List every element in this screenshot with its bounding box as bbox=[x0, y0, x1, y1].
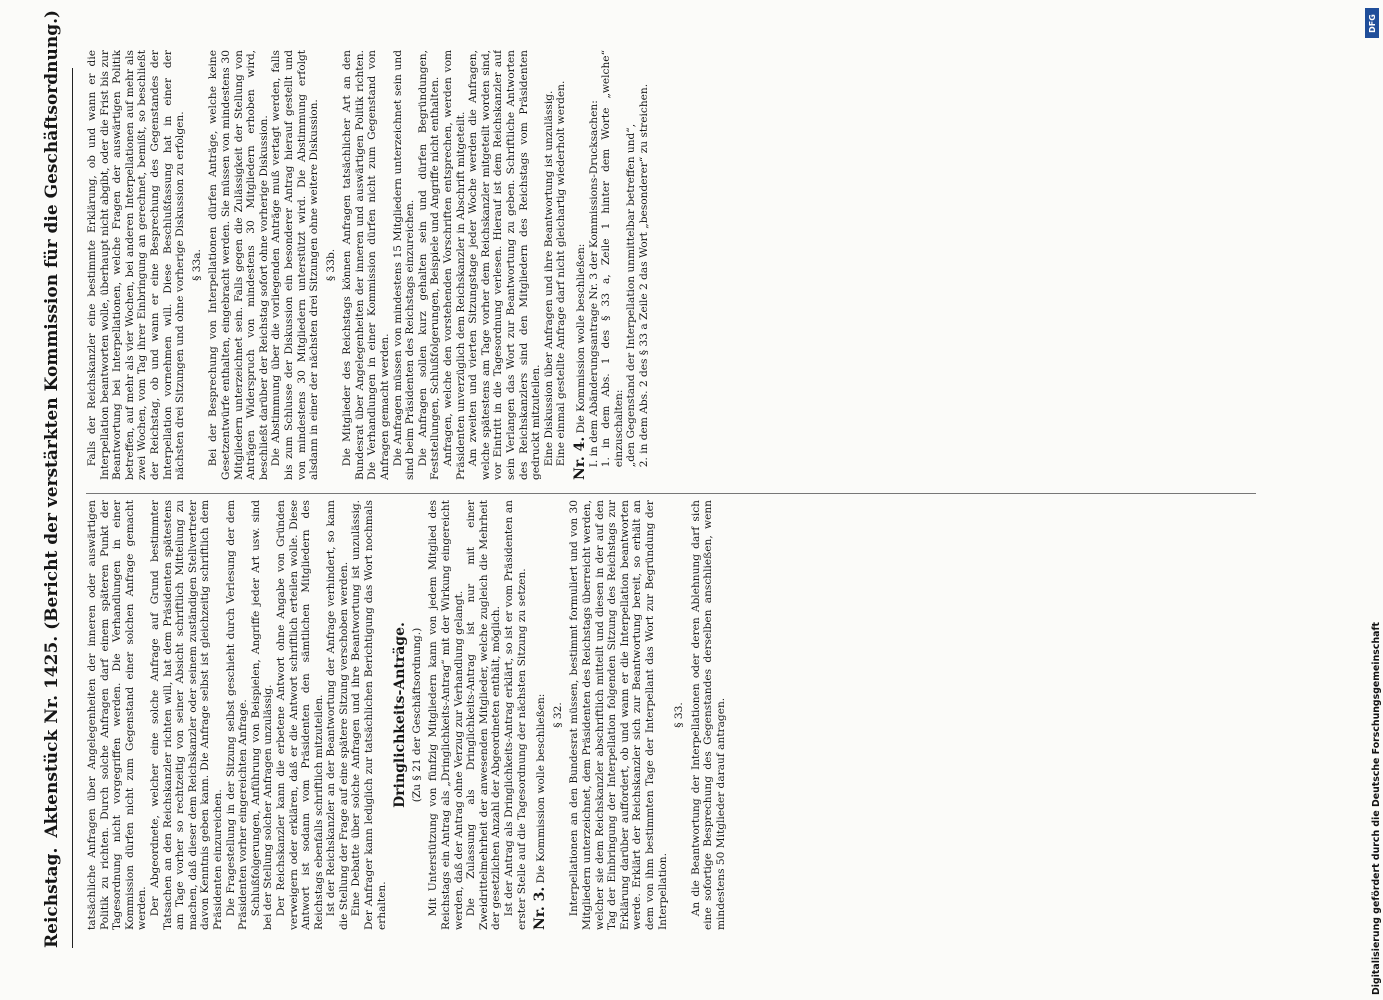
list-item: 2. in dem Abs. 2 des § 33 a Zeile 2 das Wort „besonderer“ zu streichen. bbox=[637, 83, 650, 468]
paragraph: Anfragen, welche den vorstehenden Vorschriften entsprechen, werden vom Präsidenten unverzüglich dem Reichskanzler in Abschrift mitgeteilt. bbox=[442, 50, 467, 480]
page-header bbox=[42, 9, 73, 948]
paragraph: Eine einmal gestellte Anfrage darf nicht gleichartig wiederholt werden. bbox=[555, 80, 568, 467]
paragraph-label: § 33a. bbox=[190, 249, 203, 281]
paragraph: Interpellationen an den Bundesrat müssen, bestimmt formuliert und von 30 Mitgliedern unterzeichnet, dem Präsidenten des Reichstags überreicht werden, welcher sie dem Reichskanzler abschriftlich mitteilt und diesen in der auf den Tag der Einbringung der Interpellation folgenden Sitzung des Reichstags zur Erklärung darüber auffordert, ob und wann er die Interpellation beantworten werde. Erklärt der Reichskanzler sich zur Beantwortung bereit, so erhält an dem von ihm bestimmten Tage der Interpellant das Wort zur Begründung der Interpellation. bbox=[568, 500, 669, 930]
header-chamber: Reichstag. bbox=[42, 847, 62, 948]
paragraph: Falls der Reichskanzler eine bestimmte Erklärung, ob und wann er die Interpellation beantworten wolle, überhaupt nicht abgibt, oder die Frist bis zur Beantwortung bei Interpellationen, welche Fragen der auswärtigen Politik betreffen, auf mehr als vier Wochen, bei anderen Interpellationen auf mehr als zwei Wochen, vom Tag ihrer Einbringung an gerechnet, bemißt, so beschließt der Reichstag, ob und wann er eine Besprechung des Gegenstandes der Interpellation vornehmen will. Diese Beschlußfassung hat in einer der nächsten drei Sitzungen und ohne vorherige Diskussion zu erfolgen. bbox=[86, 50, 187, 480]
digitization-note: Digitalisierung gefördert durch die Deutsche Forschungsgemeinschaft bbox=[1371, 621, 1382, 995]
paragraph: Ist der Antrag als Dringlichkeits-Antrag erklärt, so ist er vom Präsidenten an erster Stelle auf die Tagesordnung der nächsten Sitzung zu setzen. bbox=[503, 500, 528, 930]
dfg-logo: DFG bbox=[1365, 8, 1379, 38]
paragraph: Die Fragestellung in der Sitzung selbst geschieht durch Verlesung der dem Präsidenten vorher eingereichten Anfrage. bbox=[224, 500, 250, 930]
paragraph: Die Anfragen müssen von mindestens 15 Mitgliedern unterzeichnet sein und sind beim Präsidenten des Reichstags einzureichen. bbox=[391, 50, 417, 480]
paragraph-label: § 33b. bbox=[324, 248, 337, 282]
item-number: Nr. 3. bbox=[532, 886, 549, 930]
motion-intro: Die Kommission wolle beschließen: bbox=[574, 243, 587, 434]
paragraph: Die Mitglieder des Reichstags können Anfragen tatsächlicher Art an den Bundesrat über Angelegenheiten der inneren und auswärtigen Politik richten. Die Verhandlungen in einer Kommission dürfen nicht zum Gegenstand von Anfragen gemacht werden. bbox=[341, 50, 392, 480]
header-title: Aktenstück Nr. 1425. (Bericht der verstärkten Kommission für die Geschäftsordnung.) bbox=[42, 9, 62, 838]
section-heading: Dringlichkeits-Anträge. bbox=[392, 622, 409, 808]
motion-intro: Die Kommission wolle beschließen: bbox=[535, 693, 548, 884]
paragraph-label: § 33. bbox=[673, 702, 686, 728]
paragraph: Ist der Reichskanzler an der Beantwortung der Anfrage verhindert, so kann die Stellung der Frage auf eine spätere Sitzung verschoben werden. bbox=[325, 500, 350, 930]
paragraph: Schlußfolgerungen, Anführung von Beispielen, Angriffe jeder Art usw. sind bei der Stellung solcher Anfragen unzulässig. bbox=[249, 500, 275, 930]
paragraph: Der Reichskanzler kann die erbetene Antwort ohne Angabe von Gründen verweigern oder erklären, daß er die Antwort schriftlich erteilen wolle. Diese Antwort ist sodann vom Präsidenten den sämtlichen Mitgliedern des Reichstags ebenfalls schriftlich mitzuteilen. bbox=[274, 500, 325, 930]
amendment-list bbox=[588, 50, 651, 480]
column-separator bbox=[86, 493, 1256, 494]
paragraph: Eine Debatte über solche Anfragen und ihre Beantwortung ist unzulässig. Der Anfrager kann lediglich zur tatsächlichen Berichtigung das Wort nochmals erhalten. bbox=[350, 500, 388, 930]
list-item: 1. in dem Abs. 1 des § 33 a, Zeile 1 hinter dem Worte „welche“ einzuschalten: bbox=[600, 50, 625, 468]
paragraph: Die Abstimmung über die vorliegenden Anträge muß vertagt werden, falls bis zum Schlusse der Diskussion ein besonderer Antrag hierauf gestellt und von mindestens 30 Mitgliedern unterstützt wird. Die Abstimmung erfolgt alsdann in einer der nächsten drei Sitzungen ohne weitere Diskussion. bbox=[270, 50, 321, 480]
quoted-insertion: „den Gegenstand der Interpellation unmittelbar betreffen und“, bbox=[625, 123, 638, 468]
list-item: I. in dem Abänderungsantrage Nr. 3 der Kommissions-Drucksachen: bbox=[587, 100, 600, 468]
section-subheading: (Zu § 21 der Geschäftsordnung.) bbox=[410, 627, 423, 803]
paragraph: Eine Diskussion über Anfragen und ihre Beantwortung ist unzulässig. bbox=[542, 90, 555, 467]
item-number: Nr. 4. bbox=[571, 436, 588, 480]
left-column bbox=[86, 500, 1266, 930]
paragraph: Die Anfragen sollen kurz gehalten sein und dürfen Begründungen, Feststellungen, Schlußfolgerungen, Beispiele und Angriffe nicht enthalten. bbox=[416, 50, 442, 480]
paragraph-label: § 32. bbox=[551, 702, 564, 728]
paragraph: Die Zulassung als Dringlichkeits-Antrag ist nur mit einer Zweidrittelmehrheit der anwesenden Mitglieder, welche zugleich die Mehrheit der gesetzlichen Anzahl der Abgeordneten enthält, möglich. bbox=[465, 500, 503, 930]
paragraph: Am zweiten und vierten Sitzungstage jeder Woche werden die Anfragen, welche spätestens am Tage vorher dem Reichskanzler mitgeteilt worden sind, vor Eintritt in die Tagesordnung verlesen. Hierauf ist dem Reichskanzler auf sein Verlangen das Wort zur Beantwortung zu geben. Schriftliche Antworten des Reichskanzlers sind den Mitgliedern des Reichstags vom Präsidenten gedruckt mitzuteilen. bbox=[467, 50, 543, 480]
right-column bbox=[86, 50, 1266, 480]
paragraph: Mit Unterstützung von fünfzig Mitgliedern kann von jedem Mitglied des Reichstags ein Antrag als „Dringlichkeits-Antrag“ mit der Wirkung eingereicht werden, daß der Antrag ohne Verzug zur Verhandlung gelangt. bbox=[427, 500, 465, 930]
paragraph: Bei der Besprechung von Interpellationen dürfen Anträge, welche keine Gesetzentwürfe enthalten, eingebracht werden. Sie müssen von mindestens 30 Mitgliedern unterzeichnet sein. Falls gegen die Zulässigkeit der Stellung von Anträgen Widerspruch von mindestens 30 Mitgliedern erhoben wird, beschließt darüber der Reichstag sofort ohne vorherige Diskussion. bbox=[207, 50, 270, 480]
paragraph: Der Abgeordnete, welcher eine solche Anfrage auf Grund bestimmter Tatsachen an den Reichskanzler richten will, hat dem Präsidenten spätestens am Tage vorher so rechtzeitig von seiner Absicht schriftlich Mitteilung zu machen, daß dieser dem Reichskanzler oder seinem zuständigen Stellvertreter davon Kenntnis geben kann. Die Anfrage selbst ist gleichzeitig schriftlich dem Präsidenten einzureichen. bbox=[148, 500, 224, 930]
paragraph: An die Beantwortung der Interpellationen oder deren Ablehnung darf sich eine sofortige Besprechung des Gegenstandes derselben anschließen, wenn mindestens 50 Mitglieder darauf antragen. bbox=[689, 500, 727, 930]
paragraph: tatsächliche Anfragen über Angelegenheiten der inneren oder auswärtigen Politik zu richten. Durch solche Anfragen darf einem späteren Punkt der Tagesordnung nicht vorgegriffen werden. Die Verhandlungen in einer Kommission dürfen nicht zum Gegenstand einer solchen Anfrage gemacht werden. bbox=[86, 500, 149, 930]
